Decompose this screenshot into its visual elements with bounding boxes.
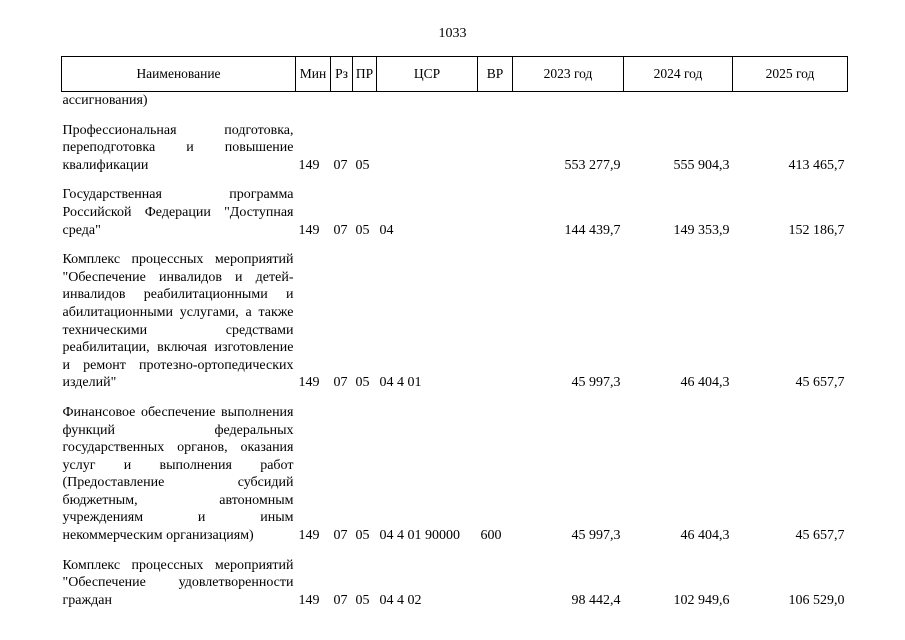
row-pr: 05 (355, 528, 370, 544)
row-2023: 144 439,7 (564, 222, 621, 238)
row-rz: 07 (333, 375, 348, 391)
row-name: Финансовое обеспечение выполнения функций федеральных государственных органов, оказания услуг и выполнения работ (Предоставление субсидий бюджетным, автономным учреждениям и иным некоммерческим организациям) (62, 404, 294, 544)
row-2024: 149 353,9 (673, 222, 730, 238)
table-body (62, 92, 848, 610)
row-2023: 45 997,3 (571, 528, 621, 544)
row-csr (377, 92, 478, 110)
row-min: 149 (298, 222, 320, 238)
table-row (62, 92, 848, 110)
row-name: Комплекс процессных мероприятий "Обеспечение инвалидов и детей-инвалидов реабилитационными и абилитационными услугами, а также техническими средствами реабилитации, включая изготовление и ремонт протезно-ортопедических изделий" (62, 252, 294, 391)
row-min: 149 (298, 592, 320, 608)
table-row (62, 186, 848, 239)
row-name: Профессиональная подготовка, переподготовка и повышение квалификации (62, 122, 294, 173)
header-vr: ВР (478, 57, 513, 92)
table-row (62, 122, 848, 175)
row-rz: 07 (333, 592, 348, 608)
row-rz: 07 (333, 528, 348, 544)
row-vr (478, 557, 513, 610)
row-2025: 413 465,7 (788, 157, 845, 173)
header-csr: ЦСР (377, 57, 478, 92)
row-2025: 152 186,7 (788, 222, 845, 238)
table-row (62, 251, 848, 392)
table-header (62, 57, 848, 92)
row-2023: 98 442,4 (571, 592, 621, 608)
row-pr: 05 (355, 592, 370, 608)
header-2023: 2023 год (513, 57, 624, 92)
row-2023 (513, 92, 624, 110)
row-rz: 07 (333, 157, 348, 173)
row-pr: 05 (355, 157, 370, 173)
row-min: 149 (298, 375, 320, 391)
header-min: Мин (296, 57, 331, 92)
row-2023: 553 277,9 (564, 157, 621, 173)
row-name: Государственная программа Российской Федерации "Доступная среда" (62, 187, 294, 238)
row-vr (478, 251, 513, 392)
row-vr (478, 92, 513, 110)
row-2024: 46 404,3 (680, 375, 730, 391)
header-2024: 2024 год (624, 57, 733, 92)
row-csr: 04 4 02 (379, 592, 422, 608)
row-pr: 05 (355, 222, 370, 238)
row-2025: 45 657,7 (795, 375, 845, 391)
row-pr: 05 (355, 375, 370, 391)
page-number: 1033 (438, 26, 467, 41)
budget-table (61, 56, 848, 609)
table-row (62, 404, 848, 545)
header-2025: 2025 год (733, 57, 848, 92)
row-csr: 04 4 01 (379, 375, 422, 391)
row-vr: 600 (480, 528, 502, 544)
row-2024: 46 404,3 (680, 528, 730, 544)
row-2024: 555 904,3 (673, 157, 730, 173)
row-min: 149 (298, 528, 320, 544)
row-min (296, 92, 331, 110)
header-rz: Рз (331, 57, 353, 92)
row-2024: 102 949,6 (673, 592, 730, 608)
table-row (62, 557, 848, 610)
row-2025: 45 657,7 (795, 528, 845, 544)
row-rz: 07 (333, 222, 348, 238)
row-csr: 04 4 01 90000 (379, 528, 460, 544)
header-pr: ПР (353, 57, 377, 92)
row-vr (478, 122, 513, 175)
row-rz (331, 92, 353, 110)
row-csr: 04 (379, 222, 394, 238)
row-pr (353, 92, 377, 110)
row-2024 (624, 92, 733, 110)
row-2025 (733, 92, 848, 110)
row-2025: 106 529,0 (788, 592, 845, 608)
row-2023: 45 997,3 (571, 375, 621, 391)
row-vr (478, 186, 513, 239)
row-name: ассигнования) (62, 93, 148, 108)
row-min: 149 (298, 157, 320, 173)
row-name: Комплекс процессных мероприятий "Обеспечение удовлетворенности граждан (62, 557, 294, 608)
header-name: Наименование (62, 57, 296, 92)
row-csr (377, 122, 478, 175)
